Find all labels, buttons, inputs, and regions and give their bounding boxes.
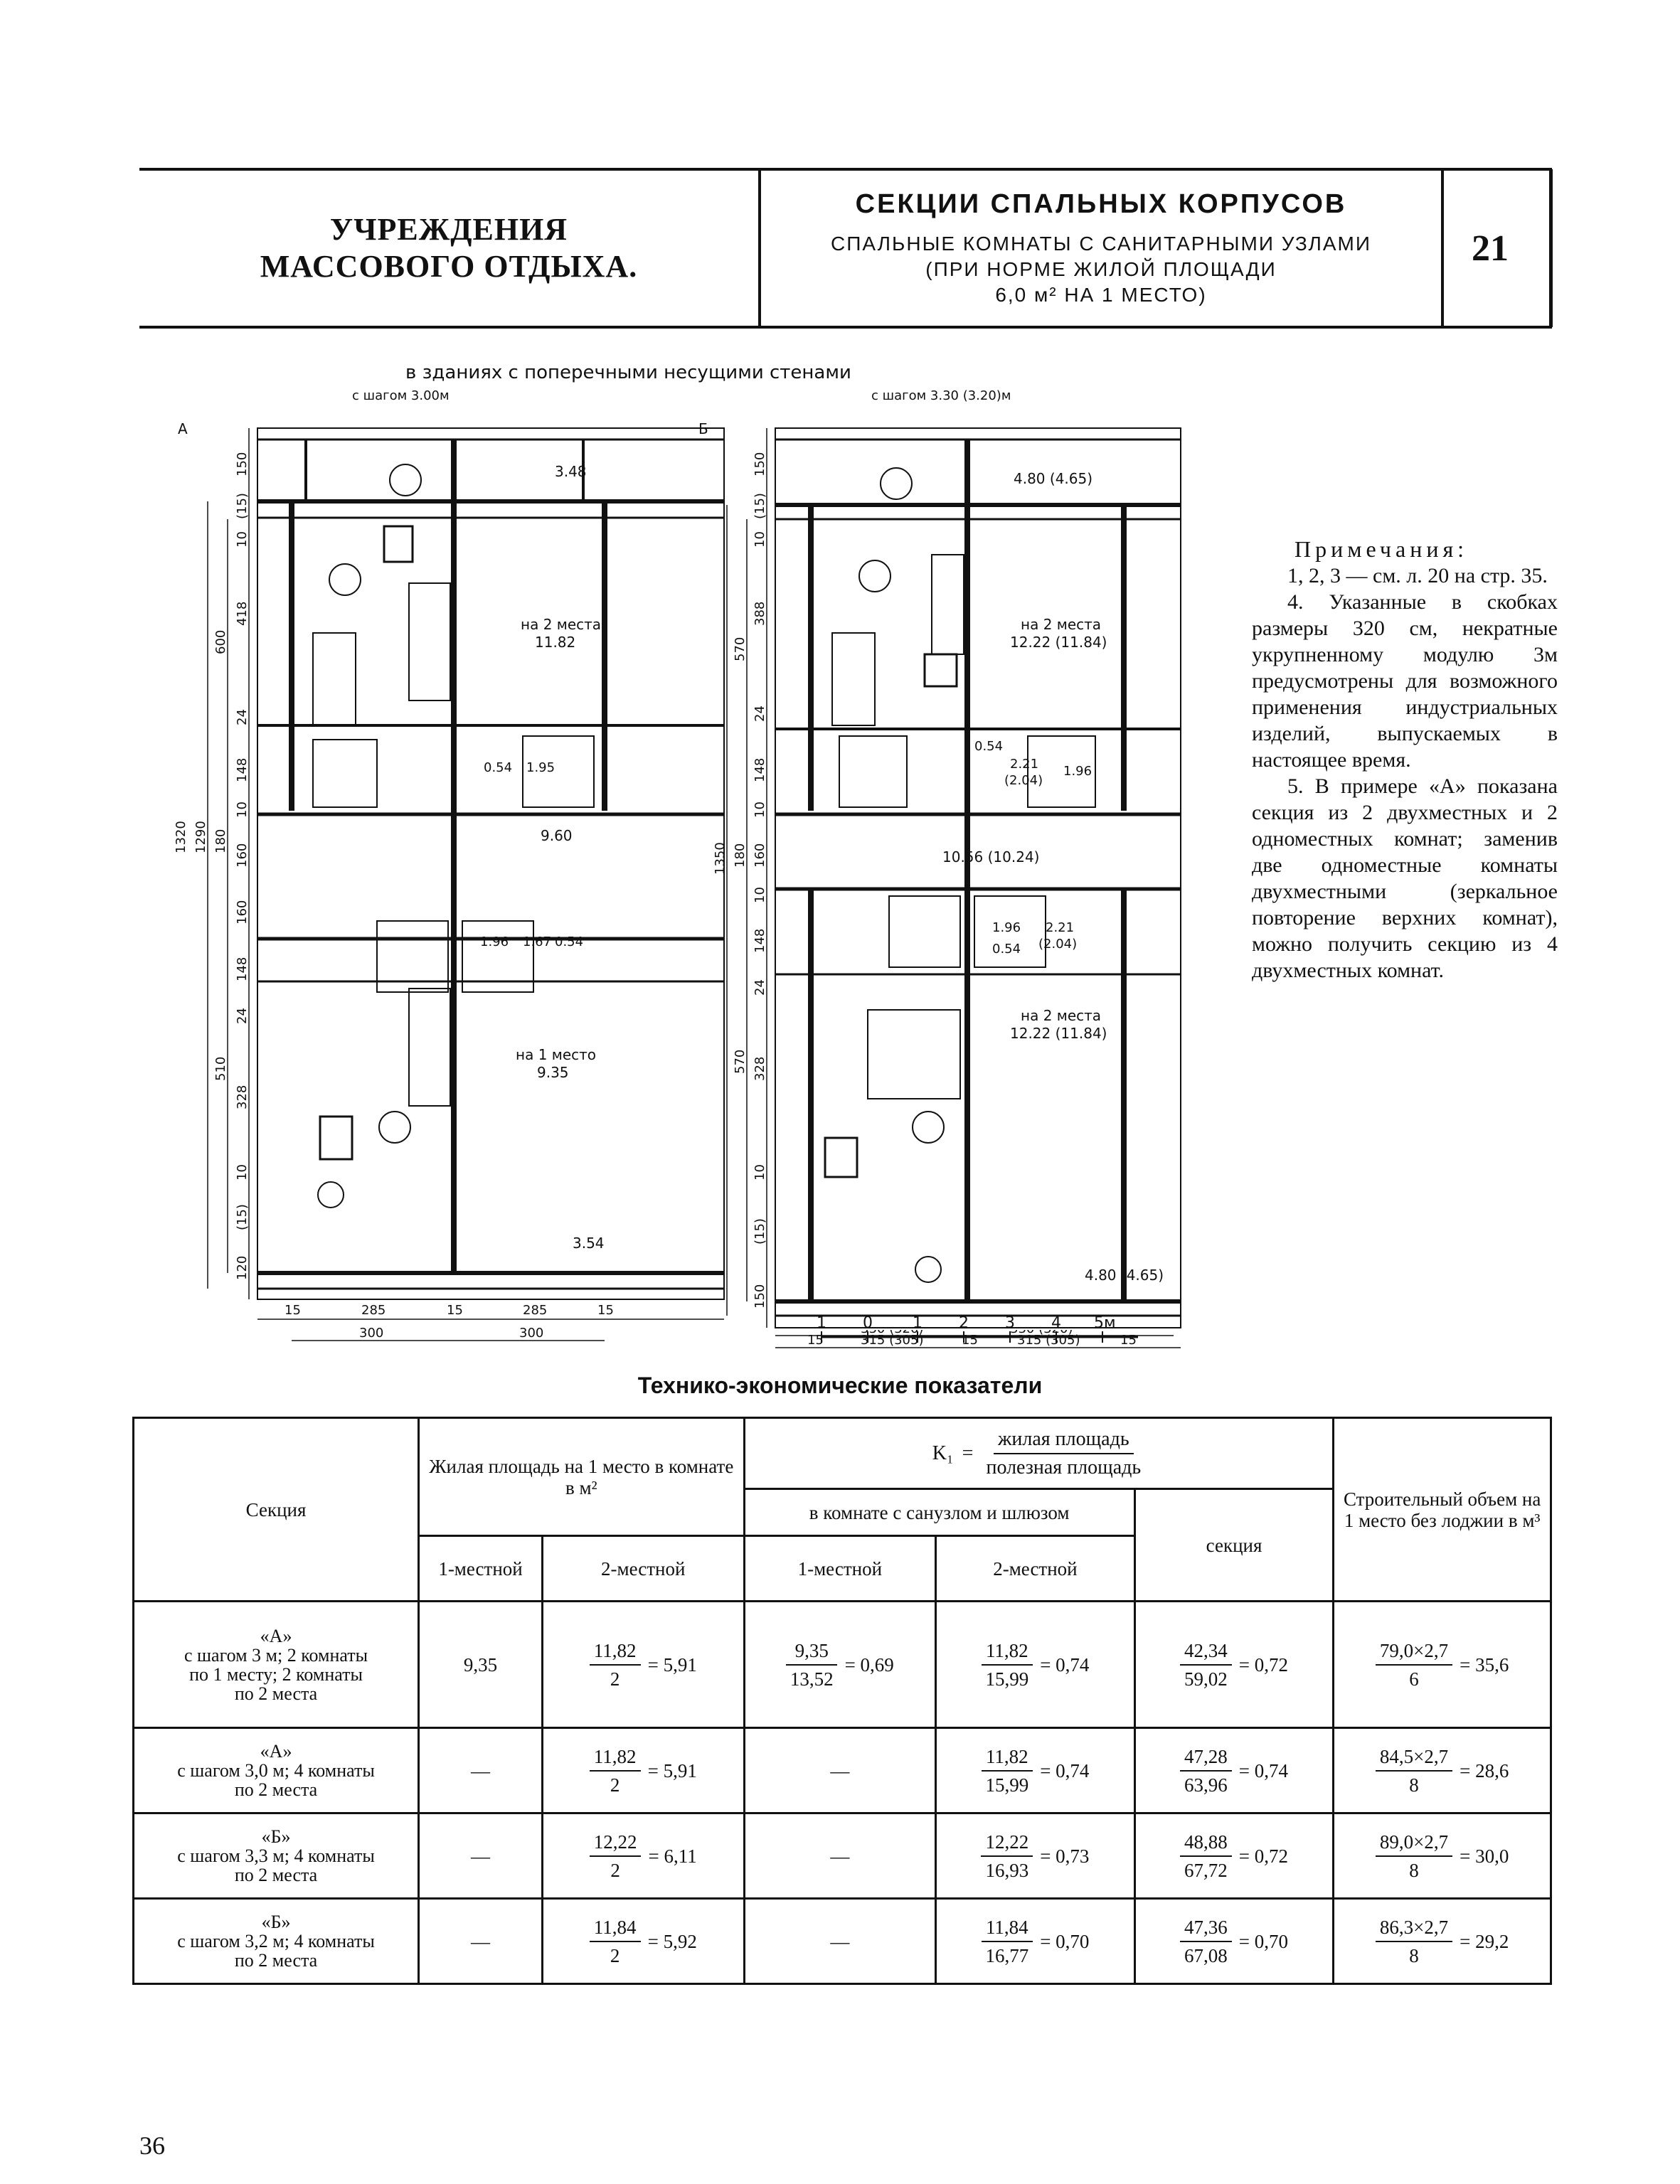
plan-a-dim: 24	[235, 709, 250, 725]
plan-b-letter: Б	[698, 420, 708, 437]
header-k-one-bed: 1-местной	[744, 1536, 936, 1602]
table-row	[134, 1899, 1551, 1984]
plan-b-dim: 148	[753, 928, 767, 953]
header-subtitle-line2: (ПРИ НОРМЕ ЖИЛОЙ ПЛОЩАДИ	[925, 257, 1277, 280]
row-label-line: с шагом 3,2 м; 4 комнаты	[177, 1931, 375, 1951]
plan-b-wc-top-a: 2.21	[1010, 757, 1039, 772]
frac-result: = 5,92	[647, 1930, 697, 1952]
plan-a-room-top-label: на 2 места	[521, 616, 602, 633]
header-section: Секция	[134, 1418, 419, 1602]
k1-numerator: жилая площадь	[994, 1429, 1134, 1454]
frac-den: 67,72	[1184, 1859, 1228, 1881]
plan-a-hdim-total: 300	[519, 1326, 544, 1341]
frac-num: 11,82	[590, 1640, 641, 1666]
frac-result: = 28,6	[1460, 1759, 1509, 1781]
plan-a-balcony-bottom: 3.54	[573, 1235, 605, 1252]
plan-b-dim: 328	[753, 1056, 767, 1081]
frac-num: 11,82	[982, 1640, 1033, 1666]
frac-result: = 0,74	[1238, 1759, 1289, 1781]
frac-den: 63,96	[1184, 1774, 1228, 1796]
row-label-line: с шагом 3,3 м; 4 комнаты	[177, 1845, 375, 1866]
header-section-col: секция	[1134, 1489, 1334, 1602]
floor-plans	[128, 356, 1195, 1351]
plan-a-dim: 328	[235, 1085, 250, 1109]
page-number: 36	[139, 2131, 165, 2160]
frac-result: = 6,11	[648, 1845, 697, 1867]
plan-a-dim: 148	[235, 757, 250, 782]
row-label-line: с шагом 3 м; 2 комнаты	[184, 1644, 368, 1666]
scale-label: 5м	[1094, 1314, 1116, 1332]
table-row	[134, 1728, 1551, 1813]
k1-symbol: K₁	[932, 1442, 954, 1464]
frac-num: 11,82	[590, 1746, 641, 1772]
plan-b-wc-bottom-b: (2.04)	[1038, 937, 1078, 952]
note-1: 1, 2, 3 — см. л. 20 на стр. 35.	[1287, 564, 1548, 587]
plan-a-dim: (15)	[235, 1204, 250, 1230]
frac-num: 79,0×2,7	[1376, 1640, 1452, 1666]
row-label-line: по 2 места	[234, 1779, 318, 1800]
indicators-table	[132, 1417, 1552, 1985]
header-subtitle-line1: СПАЛЬНЫЕ КОМНАТЫ С САНИТАРНЫМИ УЗЛАМИ	[831, 232, 1371, 255]
plan-b-wc-top-2: 1.96	[1063, 764, 1092, 779]
frac-num: 11,82	[982, 1746, 1033, 1772]
frac-num: 86,3×2,7	[1376, 1917, 1452, 1942]
plan-a-hdim: 285	[523, 1303, 548, 1318]
frac-den: 2	[610, 1668, 620, 1690]
frac-num: 12,22	[981, 1831, 1033, 1857]
header-one-bed: 1-местной	[419, 1536, 543, 1602]
plan-b-dim-outer: 570	[733, 1049, 748, 1074]
scale-label: 2	[959, 1314, 969, 1332]
frac-result: = 0,74	[1040, 1653, 1090, 1676]
frac-result: = 5,91	[647, 1759, 697, 1781]
plans-caption: в зданиях с поперечными несущими стенами	[405, 362, 851, 383]
cell-k-2	[936, 1899, 1135, 1984]
cell-k-1: —	[744, 1728, 936, 1813]
scale-label: 0	[863, 1314, 873, 1332]
row-label-line: «Б»	[261, 1826, 291, 1847]
row-label-line: «Б»	[261, 1912, 291, 1932]
header-category-line2: МАССОВОГО ОТДЫХА.	[260, 249, 638, 284]
plan-b-balcony-top: 4.80 (4.65)	[1014, 470, 1093, 487]
cell-k-section	[1134, 1899, 1334, 1984]
frac-result: = 0,70	[1040, 1930, 1090, 1952]
plan-b-room-top-label: на 2 места	[1021, 616, 1102, 633]
frac-den: 6	[1409, 1668, 1419, 1690]
cell-k-2	[936, 1728, 1135, 1813]
plan-a-dim: 10	[235, 531, 250, 548]
plan-a-room-bottom-label: на 1 место	[516, 1046, 597, 1063]
sheet-number: 21	[1472, 228, 1509, 269]
cell-k-section	[1134, 1813, 1334, 1899]
cell-k-section	[1134, 1728, 1334, 1813]
plan-b-hdim: 15	[807, 1333, 824, 1348]
cell-living-1: —	[419, 1899, 543, 1984]
plan-a-dim: 418	[235, 601, 250, 626]
plan-a-dim: (15)	[235, 493, 250, 519]
plan-b-dim: 148	[753, 757, 767, 782]
plan-b-corridor-area: 10.56 (10.24)	[942, 848, 1040, 865]
plan-b-wc-top-b: (2.04)	[1004, 773, 1043, 788]
header-in-room: в комнате с санузлом и шлюзом	[744, 1489, 1134, 1536]
plan-a-sluice-bottom: 1.67	[523, 934, 552, 949]
k1-formula	[932, 1429, 1145, 1479]
plan-b-dim: (15)	[753, 1218, 767, 1245]
frac-num: 47,28	[1180, 1746, 1232, 1772]
frac-result: = 0,74	[1040, 1759, 1090, 1781]
frac-den: 8	[1409, 1774, 1419, 1796]
row-label-line: по 1 месту; 2 комнаты	[189, 1663, 363, 1685]
plan-a-dim: 10	[235, 1164, 250, 1181]
row-label	[134, 1899, 419, 1984]
plan-a-sluice-bottom-2: 0.54	[555, 934, 584, 949]
header-title: СЕКЦИИ СПАЛЬНЫХ КОРПУСОВ	[855, 188, 1347, 219]
plan-b-room-bottom-label: на 2 места	[1021, 1007, 1102, 1024]
header-category	[139, 171, 758, 326]
plan-b-dim-outer: 1350	[713, 842, 728, 875]
plan-b-hdim: 315 (305)	[1017, 1333, 1080, 1348]
plan-a-dim-outer: 1320	[174, 821, 188, 853]
plan-a-vertical-dims	[174, 452, 250, 1280]
floor-plans-drawing	[128, 356, 1195, 1351]
cell-living-1: 9,35	[419, 1602, 543, 1728]
table-row	[134, 1602, 1551, 1728]
cell-k-1	[744, 1602, 936, 1728]
plan-b-vertical-dims	[713, 452, 767, 1309]
header-subtitle-line3: 6,0 м² НА 1 МЕСТО)	[995, 283, 1207, 306]
cell-living-1: —	[419, 1813, 543, 1899]
table-title: Технико-экономические показатели	[637, 1373, 1043, 1398]
plan-a-balcony-top: 3.48	[555, 463, 587, 480]
plan-b-dim: 160	[753, 843, 767, 868]
frac-den: 15,99	[985, 1774, 1029, 1796]
frac-den: 13,52	[790, 1668, 834, 1690]
frac-result: = 0,72	[1238, 1653, 1289, 1676]
header-two-bed: 2-местной	[542, 1536, 744, 1602]
plan-b-dim: 150	[753, 1284, 767, 1309]
plan-b-sluice-bottom: 0.54	[992, 942, 1021, 957]
frac-result: = 0,72	[1238, 1845, 1289, 1867]
frac-den: 16,93	[985, 1859, 1029, 1881]
header-divider	[1549, 169, 1553, 327]
plan-b-dim: 10	[753, 531, 767, 548]
plan-a-hdim-total: 300	[359, 1326, 384, 1341]
plan-a-outline	[257, 428, 724, 1299]
cell-living-1: —	[419, 1728, 543, 1813]
scale-bar	[811, 1303, 1166, 1374]
scale-label: 4	[1051, 1314, 1061, 1332]
cell-k-1: —	[744, 1899, 936, 1984]
cell-living-2	[542, 1813, 744, 1899]
plan-b-outline	[775, 428, 1181, 1328]
row-label	[134, 1728, 419, 1813]
cell-volume	[1334, 1813, 1551, 1899]
cell-living-2	[542, 1728, 744, 1813]
plan-b-dim: 24	[753, 979, 767, 996]
frac-num: 48,88	[1180, 1831, 1232, 1857]
row-label-line: по 2 места	[234, 1865, 318, 1885]
plan-a-room-bottom-area: 9.35	[537, 1064, 569, 1081]
frac-result: = 5,91	[647, 1653, 697, 1676]
plan-b-wc-bottom-a: 2.21	[1046, 920, 1075, 935]
frac-result: = 29,2	[1460, 1930, 1509, 1952]
plan-b-dim: 10	[753, 801, 767, 818]
plan-a-dim-outer: 1290	[193, 821, 208, 853]
plan-a-wc-bottom: 1.96	[480, 934, 509, 949]
plan-a	[174, 388, 724, 1341]
frac-den: 8	[1409, 1859, 1419, 1881]
k1-denominator: полезная площадь	[986, 1456, 1142, 1479]
frac-num: 11,84	[590, 1917, 641, 1942]
cell-k-2	[936, 1813, 1135, 1899]
plan-b-hdim: 15	[1120, 1333, 1137, 1348]
frac-num: 84,5×2,7	[1376, 1746, 1452, 1772]
plan-b	[698, 388, 1181, 1348]
plan-b-hdim: 315 (305)	[861, 1333, 924, 1348]
scale-label: 1	[817, 1314, 826, 1332]
plan-b-wc-bottom: 1.96	[992, 920, 1021, 935]
cell-living-2	[542, 1899, 744, 1984]
plan-a-dim-outer: 510	[213, 1056, 228, 1081]
plan-a-dim: 160	[235, 900, 250, 925]
cell-k-1: —	[744, 1813, 936, 1899]
plan-a-step: с шагом 3.00м	[352, 388, 450, 403]
plan-b-dim: 24	[753, 705, 767, 722]
frac-den: 59,02	[1184, 1668, 1228, 1690]
row-label-line: «А»	[260, 1625, 292, 1646]
plan-a-hdim: 285	[361, 1303, 386, 1318]
frac-result: = 35,6	[1460, 1653, 1509, 1676]
frac-den: 15,99	[985, 1668, 1029, 1690]
notes-title: Примечания:	[1294, 536, 1469, 562]
header-volume: Строительный объем на 1 место без лоджии в м³	[1334, 1418, 1551, 1602]
cell-living-2	[542, 1602, 744, 1728]
row-label-line: по 2 места	[234, 1950, 318, 1971]
frac-num: 47,36	[1180, 1917, 1232, 1942]
plan-a-dim: 24	[235, 1008, 250, 1024]
plan-a-horizontal-dims	[285, 1303, 614, 1341]
plan-a-dim: 148	[235, 957, 250, 981]
row-label	[134, 1813, 419, 1899]
note-5: 5. В примере «А» показана секция из 2 двухместных и 2 одноместных комнат; заменив две одноместные комнаты двухместными (зеркальное повторение верхних комнат), можно получить секцию из 4 двухместных комнат.	[1252, 774, 1558, 982]
frac-result: = 30,0	[1460, 1845, 1509, 1867]
frac-num: 12,22	[590, 1831, 642, 1857]
frac-num: 11,84	[982, 1917, 1033, 1942]
cell-k-section	[1134, 1602, 1334, 1728]
plan-a-dim: 160	[235, 843, 250, 868]
plan-a-dim: 10	[235, 801, 250, 818]
row-label-line: по 2 места	[234, 1683, 318, 1704]
frac-num: 9,35	[786, 1640, 837, 1666]
plan-b-dim: 180	[733, 843, 748, 868]
frac-den: 67,08	[1184, 1944, 1228, 1966]
plan-a-dim: 120	[235, 1255, 250, 1280]
plan-b-dim: 150	[753, 452, 767, 476]
plan-a-wc-top: 1.95	[526, 760, 555, 775]
plan-b-dim-outer: 570	[733, 636, 748, 661]
cell-volume	[1334, 1728, 1551, 1813]
sheet-header	[139, 168, 1552, 329]
cell-volume	[1334, 1899, 1551, 1984]
plan-a-hdim: 15	[285, 1303, 301, 1318]
frac-den: 8	[1409, 1944, 1419, 1966]
plan-b-dim: 388	[753, 601, 767, 626]
plan-b-step: с шагом 3.30 (3.20)м	[871, 388, 1011, 403]
plan-a-corridor-area: 9.60	[541, 827, 573, 844]
cell-volume	[1334, 1602, 1551, 1728]
frac-num: 42,34	[1180, 1640, 1232, 1666]
header-k1	[744, 1418, 1334, 1489]
scale-label: 3	[1005, 1314, 1015, 1332]
note-4: 4. Указанные в скобках размеры 320 см, некратные укрупненному модулю 3м предусмотрены для возможного применения индустриальных изделий, выпускаемых в настоящее время.	[1252, 590, 1558, 772]
frac-den: 2	[610, 1774, 620, 1796]
plan-b-room-bottom-area: 12.22 (11.84)	[1010, 1025, 1107, 1042]
plan-b-room-top-area: 12.22 (11.84)	[1010, 634, 1107, 651]
frac-den: 2	[610, 1944, 620, 1966]
plan-b-sluice-top: 0.54	[974, 739, 1004, 754]
row-label-line: с шагом 3,0 м; 4 комнаты	[177, 1760, 375, 1781]
plan-a-hdim: 15	[597, 1303, 614, 1318]
plan-a-dim: 150	[235, 452, 250, 476]
table-row	[134, 1813, 1551, 1899]
frac-num: 89,0×2,7	[1376, 1831, 1452, 1857]
plan-b-dim: 10	[753, 887, 767, 903]
frac-den: 2	[610, 1859, 620, 1881]
k1-eq: =	[962, 1442, 974, 1464]
plan-b-hdim: 15	[962, 1333, 978, 1348]
scale-label: 1	[913, 1314, 923, 1332]
header-category-line1: УЧРЕЖДЕНИЯ	[329, 212, 568, 247]
header-title-block	[761, 171, 1441, 326]
plan-a-letter: А	[178, 420, 188, 437]
cell-k-2	[936, 1602, 1135, 1728]
plan-a-dim-outer: 600	[213, 629, 228, 654]
header-living-area: Жилая площадь на 1 место в комнате в м²	[419, 1418, 744, 1536]
frac-result: = 0,69	[844, 1653, 894, 1676]
plan-a-sluice-top: 0.54	[484, 760, 513, 775]
plan-a-dim: 180	[213, 829, 228, 853]
scale-bar-drawing	[811, 1303, 1166, 1374]
header-k-two-bed: 2-местной	[936, 1536, 1135, 1602]
frac-result: = 0,73	[1040, 1845, 1090, 1867]
frac-den: 16,77	[985, 1944, 1029, 1966]
frac-result: = 0,70	[1238, 1930, 1289, 1952]
plan-a-hdim: 15	[447, 1303, 463, 1318]
row-label	[134, 1602, 419, 1728]
plan-a-room-top-area: 11.82	[535, 634, 576, 651]
notes	[1252, 536, 1558, 984]
row-label-line: «А»	[260, 1741, 292, 1762]
plan-b-dim: (15)	[753, 493, 767, 519]
plan-b-balcony-bottom: 4.80 (4.65)	[1085, 1267, 1164, 1284]
plan-b-dim: 10	[753, 1164, 767, 1181]
table-header-row	[134, 1418, 1551, 1489]
